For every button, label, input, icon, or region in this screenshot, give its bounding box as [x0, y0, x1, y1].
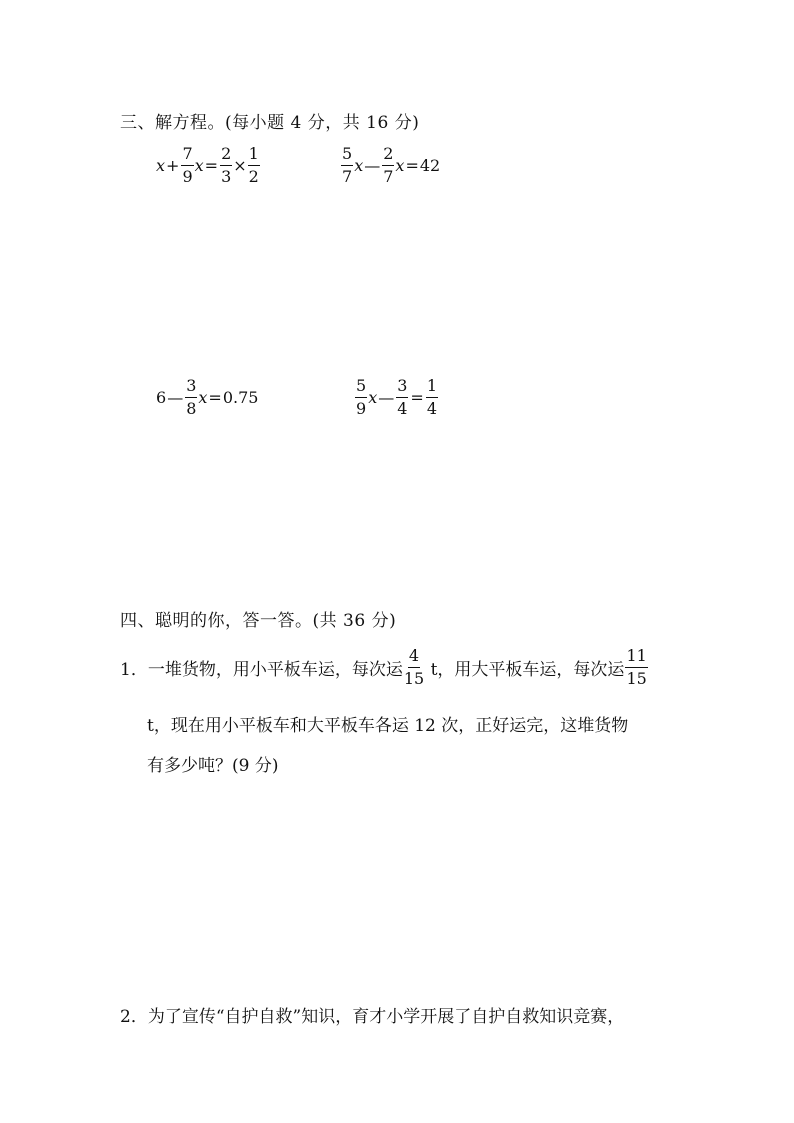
eq3-rhs: 0.75 — [222, 388, 259, 407]
equation-1 — [156, 146, 261, 185]
eq4-f3-denominator: 4 — [426, 399, 437, 418]
q1-f2-numerator: 11 — [625, 648, 647, 668]
eq1-fraction-3 — [248, 146, 260, 185]
eq3-f1-denominator: 8 — [186, 399, 197, 418]
eq3-minus: — — [167, 388, 184, 407]
eq2-f2-numerator: 2 — [382, 146, 394, 166]
q1-f2-denominator: 15 — [626, 669, 647, 688]
eq2-equals: = — [405, 156, 419, 175]
eq2-x1: x — [354, 156, 364, 175]
eq4-f3-numerator: 1 — [426, 378, 438, 398]
eq4-fraction-3 — [426, 378, 438, 417]
eq4-f2-denominator: 4 — [397, 399, 408, 418]
equation-3 — [156, 378, 258, 417]
q1-f1-denominator: 15 — [403, 669, 425, 688]
eq1-fraction-2 — [220, 146, 232, 185]
question-1-fraction-1 — [404, 648, 424, 687]
equation-2 — [340, 146, 440, 185]
eq1-f2-numerator: 2 — [220, 146, 232, 166]
eq1-fraction-1 — [181, 146, 193, 185]
question-2-text: 为了宣传“自护自救”知识，育才小学开展了自护自救知识竞赛， — [147, 1007, 625, 1027]
question-1-line-3: 有多少吨？(9 分) — [147, 756, 279, 776]
equation-4 — [354, 378, 439, 417]
eq1-equals: = — [204, 156, 219, 175]
eq3-equals: = — [208, 388, 222, 407]
eq1-f1-denominator: 9 — [182, 167, 193, 186]
eq1-times: × — [233, 156, 247, 175]
eq1-f2-denominator: 3 — [221, 167, 232, 186]
eq3-x1: x — [198, 388, 208, 407]
eq4-fraction-1 — [355, 378, 367, 417]
question-1-line-2: t，现在用小平板车和大平板车各运 12 次，正好运完，这堆货物 — [147, 716, 629, 736]
question-1-fraction-2 — [625, 648, 647, 687]
eq3-f1-numerator: 3 — [185, 378, 197, 398]
eq2-f1-numerator: 5 — [341, 146, 353, 166]
question-1-text-a: 一堆货物，用小平板车运，每次运 — [147, 660, 403, 680]
eq1-x1: x — [156, 156, 166, 175]
question-2-number: 2． — [120, 1007, 148, 1027]
eq1-f3-numerator: 1 — [248, 146, 260, 166]
eq2-x2: x — [395, 156, 405, 175]
eq2-fraction-1 — [341, 146, 353, 185]
eq1-x2: x — [194, 156, 204, 175]
eq2-f2-denominator: 7 — [383, 167, 394, 186]
eq2-f1-denominator: 7 — [342, 167, 353, 186]
section-4-heading: 四、聪明的你，答一答。(共 36 分) — [120, 611, 397, 631]
question-1-line-1 — [120, 648, 649, 687]
eq4-f2-numerator: 3 — [396, 378, 408, 398]
eq1-f3-denominator: 2 — [248, 167, 259, 186]
eq1-f1-numerator: 7 — [181, 146, 193, 166]
question-1-number: 1． — [120, 660, 148, 680]
section-3-heading: 三、解方程。(每小题 4 分，共 16 分) — [120, 113, 420, 133]
eq4-x1: x — [368, 388, 378, 407]
eq2-fraction-2 — [382, 146, 394, 185]
question-2-line-1 — [120, 1002, 624, 1027]
eq3-lhs: 6 — [156, 388, 167, 407]
eq4-fraction-2 — [396, 378, 408, 417]
eq2-rhs: 42 — [419, 156, 441, 175]
q1-f1-numerator: 4 — [408, 648, 420, 668]
eq2-minus: — — [364, 156, 381, 175]
eq4-f1-denominator: 9 — [356, 399, 367, 418]
eq4-equals: = — [410, 388, 424, 407]
question-1-text-b: t，用大平板车运，每次运 — [425, 660, 625, 680]
eq3-fraction-1 — [185, 378, 197, 417]
eq1-plus: + — [166, 156, 180, 175]
eq4-minus: — — [378, 388, 395, 407]
eq4-f1-numerator: 5 — [355, 378, 367, 398]
